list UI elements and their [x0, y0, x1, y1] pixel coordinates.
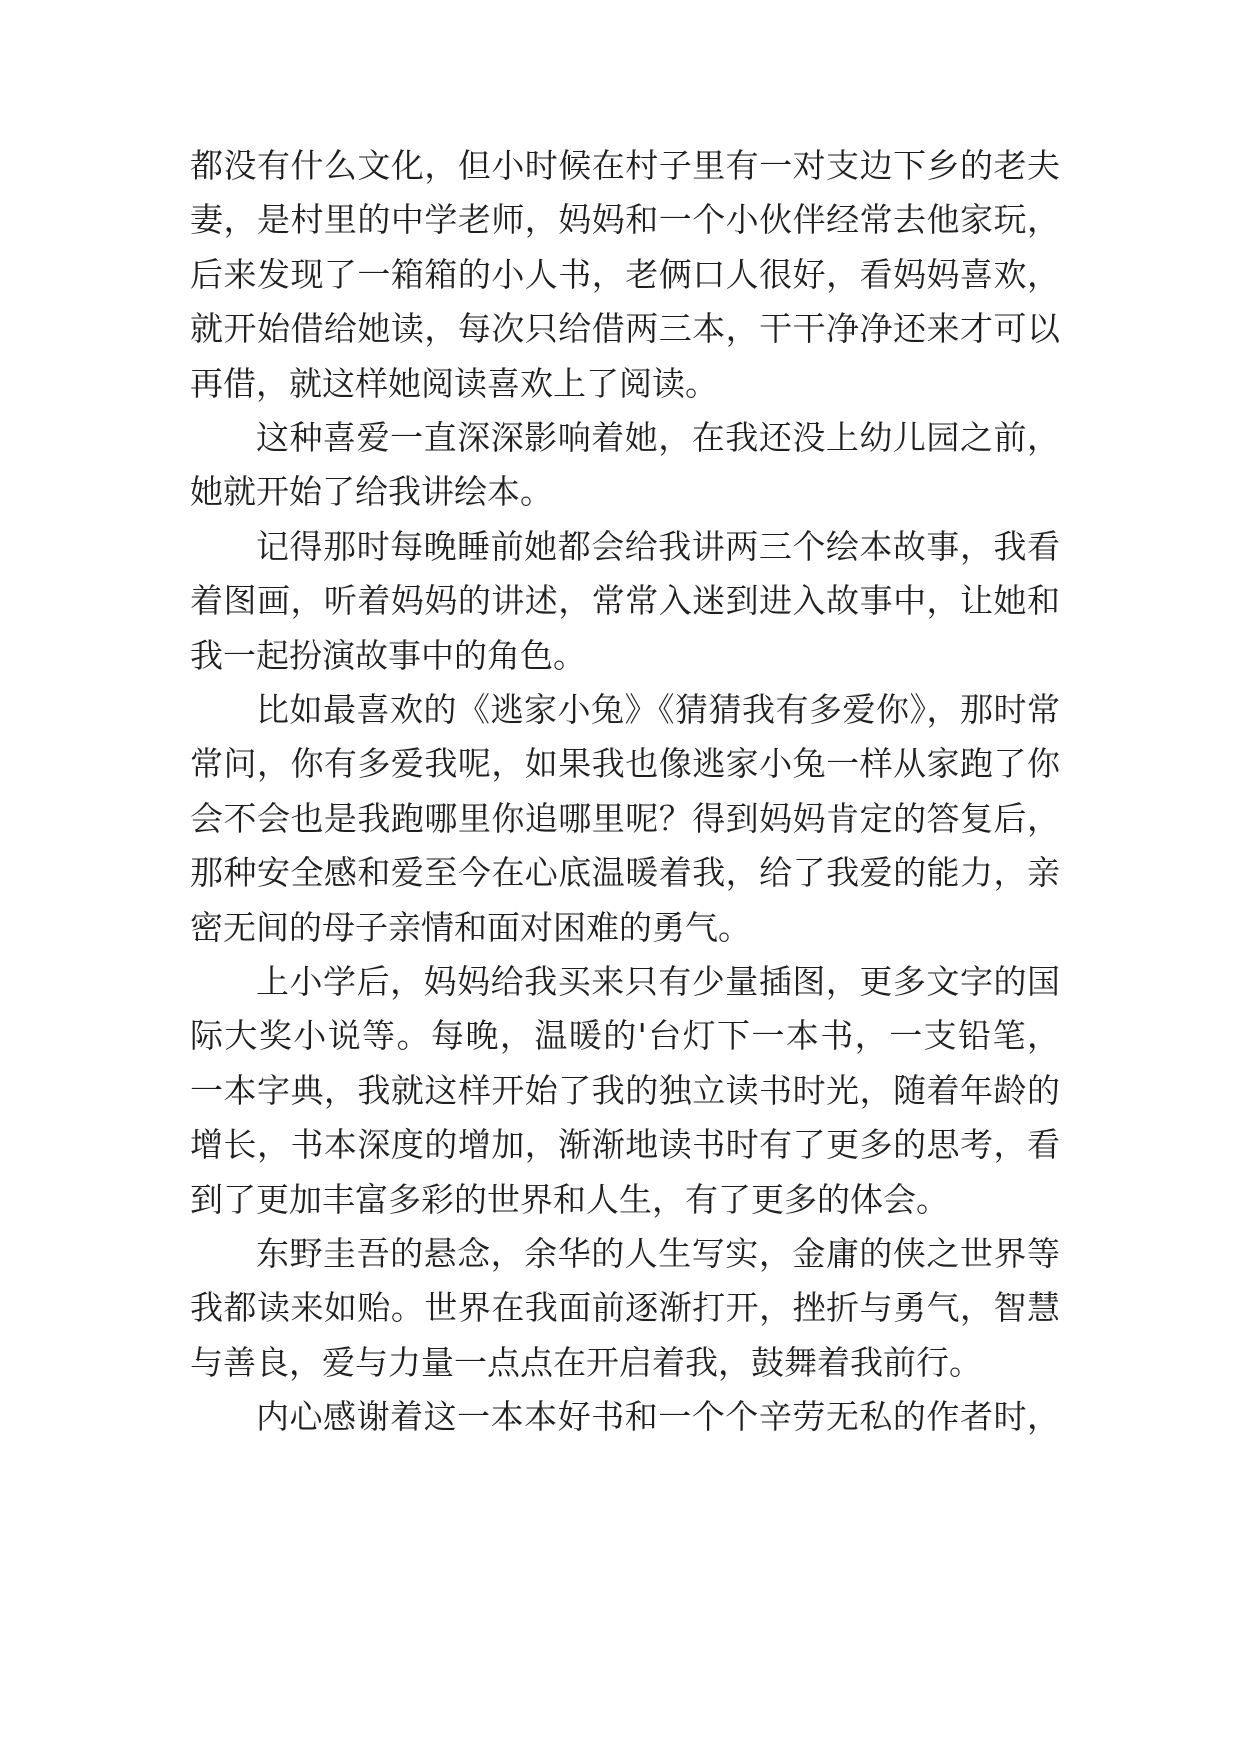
- text-line: 记得那时每晚睡前她都会给我讲两三个绘本故事，我看: [256, 526, 1060, 566]
- text-line: 与善良，爱与力量一点点在开启着我，鼓舞着我前行。: [190, 1342, 982, 1382]
- text-line: 再借，就这样她阅读喜欢上了阅读。: [190, 363, 718, 403]
- text-line: 她就开始了给我讲绘本。: [190, 472, 553, 512]
- text-line: 都没有什么文化，但小时候在村子里有一对支边下乡的老夫: [190, 146, 1060, 185]
- text-line: 上小学后，妈妈给我买来只有少量插图，更多文字的国: [256, 962, 1060, 1001]
- text-line: 常问，你有多爱我呢，如果我也像逃家小兔一样从家跑了你: [190, 744, 1060, 784]
- text-line: 妻，是村里的中学老师，妈妈和一个小伙伴经常去他家玩，: [190, 200, 1060, 240]
- text-line: 增长，书本深度的增加，渐渐地读书时有了更多的思考，看: [190, 1125, 1060, 1165]
- text-line: 内心感谢着这一本本好书和一个个辛劳无私的作者时，: [256, 1397, 1060, 1437]
- text-line: 到了更加丰富多彩的世界和人生，有了更多的体会。: [190, 1179, 949, 1219]
- text-line: 东野圭吾的悬念，余华的人生写实，金庸的侠之世界等: [256, 1234, 1060, 1273]
- text-line: 着图画，听着妈妈的讲述，常常入迷到进入故事中，让她和: [190, 581, 1060, 621]
- text-line: 际大奖小说等。每晚，温暖的'台灯下一本书，一支铅笔，: [190, 1016, 1060, 1056]
- text-line: 我都读来如贻。世界在我面前逐渐打开，挫折与勇气，智慧: [190, 1288, 1060, 1328]
- text-line: 一本字典，我就这样开始了我的独立读书时光，随着年龄的: [190, 1070, 1060, 1110]
- text-line: 那种安全感和爱至今在心底温暖着我，给了我爱的能力，亲: [190, 853, 1060, 893]
- text-line: 会不会也是我跑哪里你追哪里呢？得到妈妈肯定的答复后，: [190, 798, 1060, 838]
- text-line: 后来发现了一箱箱的小人书，老俩口人很好，看妈妈喜欢，: [190, 254, 1060, 294]
- text-line: 就开始借给她读，每次只给借两三本，干干净净还来才可以: [190, 309, 1060, 349]
- text-line: 我一起扮演故事中的角色。: [190, 635, 586, 675]
- text-line: 这种喜爱一直深深影响着她，在我还没上幼儿园之前，: [256, 418, 1060, 457]
- text-line: 密无间的母子亲情和面对困难的勇气。: [190, 907, 751, 947]
- text-line: 比如最喜欢的《逃家小兔》《猜猜我有多爱你》，那时常: [256, 690, 1060, 729]
